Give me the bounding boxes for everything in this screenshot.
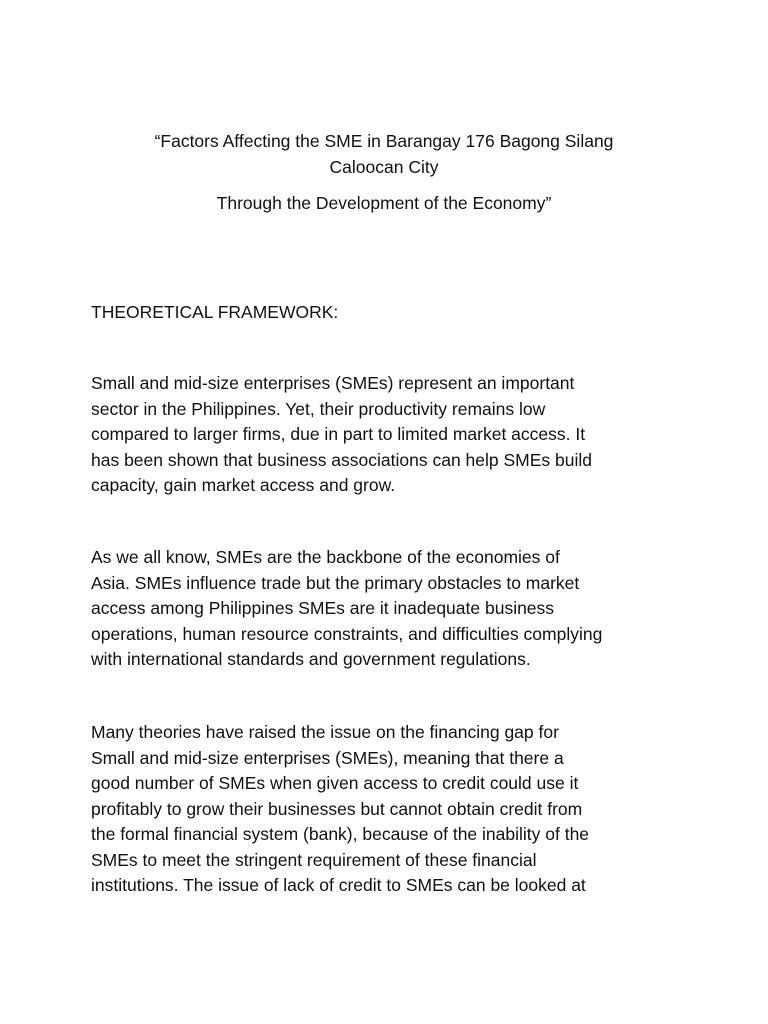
section-heading: THEORETICAL FRAMEWORK: xyxy=(91,302,339,322)
paragraph-line: capacity, gain market access and grow. xyxy=(91,475,396,495)
paragraph-line: Small and mid-size enterprises (SMEs), meaning that there a xyxy=(91,747,564,768)
paragraph xyxy=(91,545,691,673)
title-line: “Factors Affecting the SME in Barangay 176 Bagong Silang xyxy=(154,131,614,151)
paragraph-line: Many theories have raised the issue on the financing gap for xyxy=(91,722,559,742)
paragraph xyxy=(91,371,691,499)
paragraph-line: compared to larger firms, due in part to limited market access. It xyxy=(91,424,586,444)
paragraph-line: Asia. SMEs influence trade but the primary obstacles to market xyxy=(91,572,580,593)
paragraph-line: institutions. The issue of lack of credit to SMEs can be looked at xyxy=(91,875,586,895)
title-line: Caloocan City xyxy=(329,157,439,177)
paragraph-line: operations, human resource constraints, and difficulties complying xyxy=(91,623,603,644)
paragraph-line: good number of SMEs when given access to credit could use it xyxy=(91,773,579,793)
paragraph-line: As we all know, SMEs are the backbone of the economies of xyxy=(91,547,560,567)
paragraph-line: has been shown that business associations can help SMEs build xyxy=(91,449,592,470)
paragraph-line: the formal financial system (bank), because of the inability of the xyxy=(91,824,590,844)
document-title xyxy=(0,128,768,216)
paragraph xyxy=(91,720,691,899)
paragraph-line: profitably to grow their businesses but cannot obtain credit from xyxy=(91,798,583,819)
paragraph-line: sector in the Philippines. Yet, their productivity remains low xyxy=(91,398,546,419)
paragraph-line: access among Philippines SMEs are it inadequate business xyxy=(91,598,555,618)
paragraph-line: Small and mid-size enterprises (SMEs) represent an important xyxy=(91,373,575,393)
paragraph-line: SMEs to meet the stringent requirement of these financial xyxy=(91,849,537,870)
title-line: Through the Development of the Economy” xyxy=(216,193,552,213)
paragraph-line: with international standards and government regulations. xyxy=(91,649,531,669)
